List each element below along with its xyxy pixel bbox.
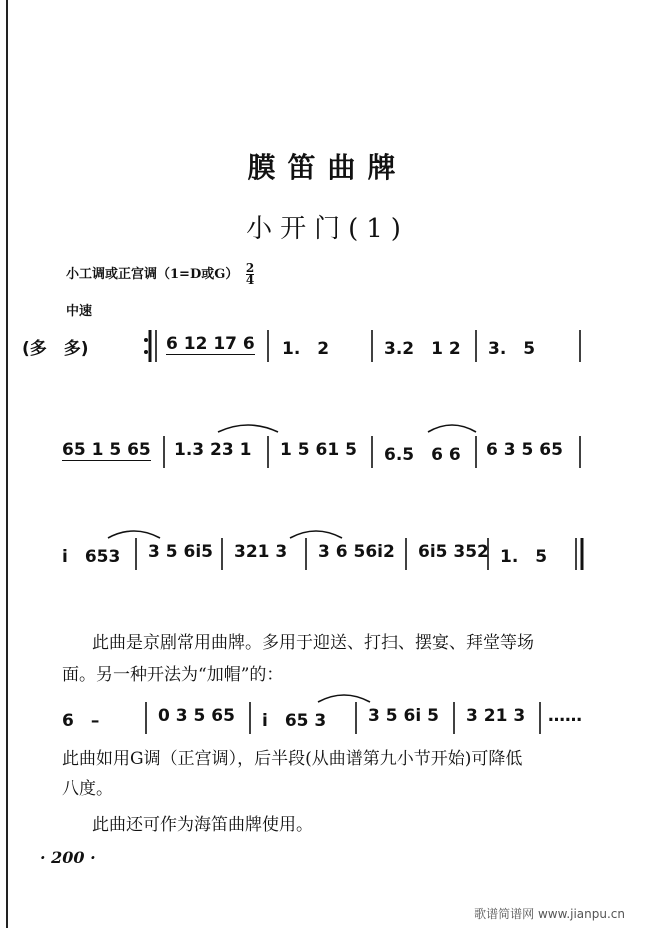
score-measure: 1.3 23 1 [174,440,252,460]
example-measure: i 65 3 [262,711,327,731]
score-measure: 3 5 6i5 [148,542,213,562]
score-measure: 3. 5 [488,339,536,359]
section-title: 膜笛曲牌 [247,151,408,184]
paragraph-line: 八度。 [62,779,113,799]
time-signature-top: 2 [245,261,255,275]
score-measure: 6.5 6 6 [384,445,461,465]
score-measure: 1 5 61 5 [280,440,357,460]
key-signature-text: 小工调或正宫调（1=D或G） [66,267,239,282]
score-measure: 3 6 56i2 [318,542,395,562]
paragraph-line: 此曲还可作为海笛曲牌使用。 [92,815,313,835]
page-number: · 200 · [40,848,96,867]
example-measure: 6 – [62,711,100,731]
score-measure: 321 3 [234,542,288,562]
score-measure: 6i5 352 [418,542,489,562]
example-ellipsis: …… [548,706,582,726]
score-measure: 1. 5 [500,547,548,567]
score-measure: 1. 2 [282,339,330,359]
example-measure: 3 21 3 [466,706,526,726]
score-measure: 65 1 5 65 [62,440,151,460]
score-measure: 3.2 1 2 [384,339,461,359]
example-measure: 0 3 5 65 [158,706,235,726]
time-signature-bottom: 4 [245,273,255,287]
example-measure: 3 5 6i 5 [368,706,439,726]
score-measure: 6 12 17 6 [166,334,255,354]
piece-title: 小开门(1) [246,214,409,244]
score-measure: i 653 [62,547,121,567]
tempo-marking: 中速 [66,304,93,319]
watermark: 歌谱简谱网 www.jianpu.cn [474,907,625,921]
paragraph-line: 此曲如用G调（正宫调），后半段(从曲谱第九小节开始)可降低 [62,749,523,769]
paragraph-line: 此曲是京剧常用曲牌。多用于迎送、打扫、摆宴、拜堂等场 [92,633,534,653]
paragraph-line: 面。另一种开法为“加帽”的： [62,665,284,685]
score-measure: 6 3 5 65 [486,440,563,460]
score-intro: (多 多) [22,339,89,359]
